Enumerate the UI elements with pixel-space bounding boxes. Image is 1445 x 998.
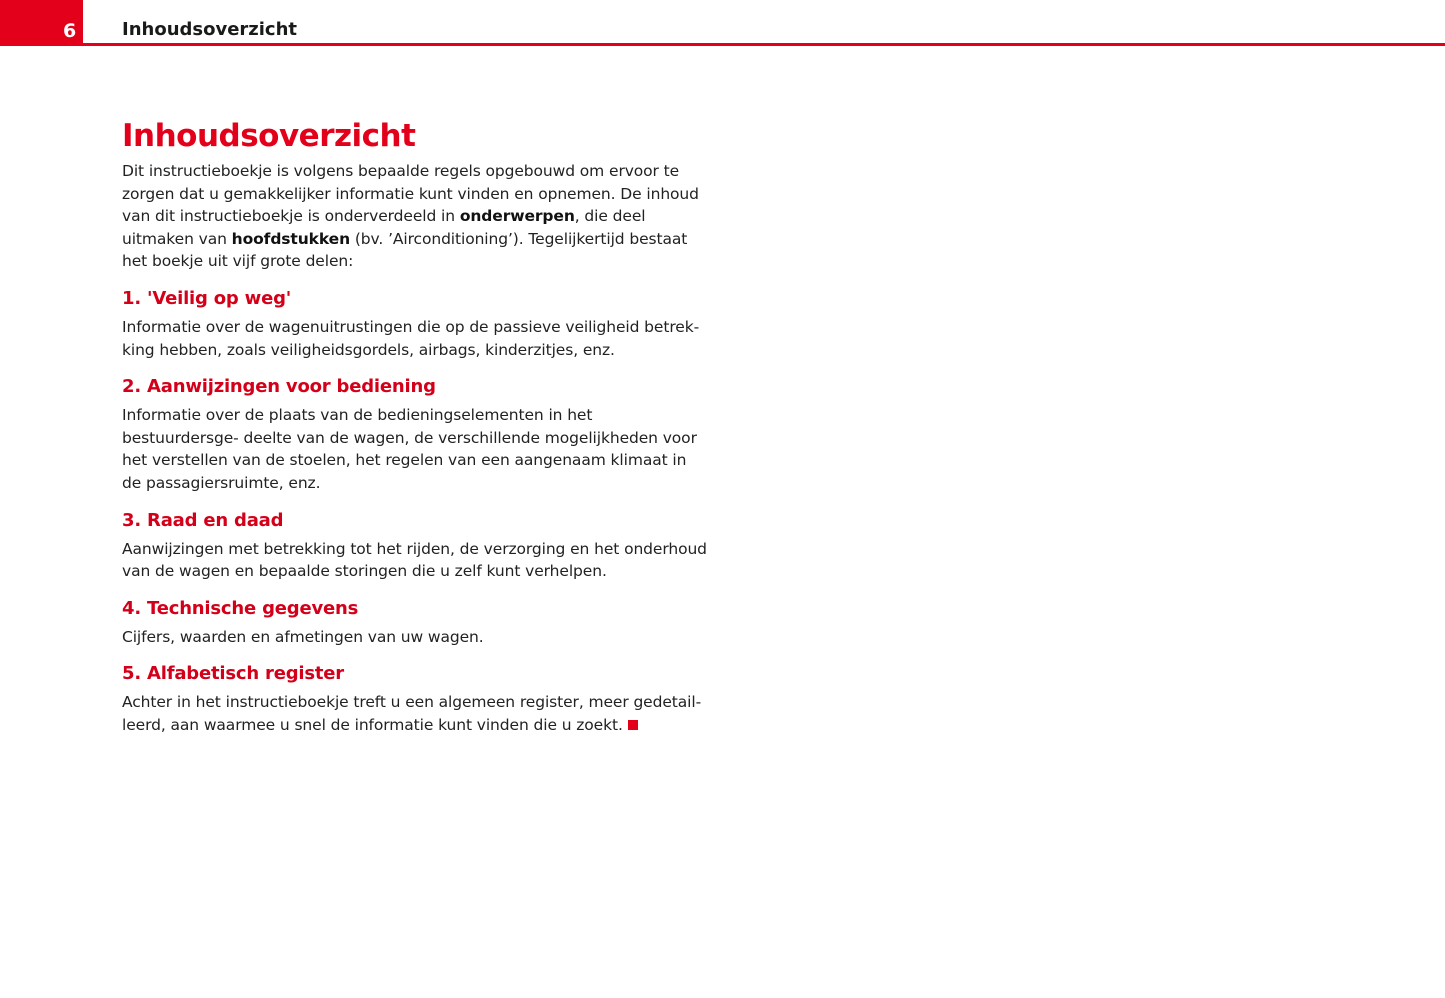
running-header-title: Inhoudsoverzicht [122, 19, 298, 40]
section-text-operation: Informatie over de plaats van de bedieningselementen in het bestuurdersge- deelte van de wagen, de verschillende mogelijkheden voor het verstellen van de stoelen, het regelen van een aangenaam klimaat in de passagiersruimte, enz. [122, 406, 697, 492]
intro-bold-chapters: hoofdstukken [231, 229, 351, 248]
section-text-index: Achter in het instructieboekje treft u een algemeen register, meer gedetail- leerd, aan waarmee u snel de informatie kunt vinden die u zoekt. [122, 693, 702, 734]
page-number: 6 [63, 20, 77, 42]
section-text-index-paragraph [122, 691, 707, 736]
page-title: Inhoudsoverzicht [122, 118, 416, 154]
section-heading-advice: 3. Raad en daad [122, 509, 284, 531]
section-heading-index: 5. Alfabetisch register [122, 663, 344, 685]
section-heading-safety: 1. 'Veilig op weg' [122, 287, 292, 309]
intro-paragraph [122, 160, 707, 273]
intro-text-3: (bv. ’Airconditioning’). Tegelijkertijd bestaat het boekje uit vijf grote delen: [122, 229, 688, 271]
page-number-badge [0, 0, 83, 46]
intro-bold-topics: onderwerpen [459, 207, 575, 226]
intro-text-1: Dit instructieboekje is volgens bepaalde regels opgebouwd om ervoor te zorgen dat u gemakkelijker informatie kunt vinden en opnemen. De inhoud van dit instructieboekje is onderverdeeld in [122, 162, 699, 226]
section-heading-operation: 2. Aanwijzingen voor bediening [122, 376, 436, 398]
content-column [122, 118, 707, 737]
section-text-advice: Aanwijzingen met betrekking tot het rijden, de verzorging en het onderhoud van de wagen en bepaalde storingen die u zelf kunt verhelpen. [122, 539, 707, 581]
section-text-safety: Informatie over de wagenuitrustingen die op de passieve veiligheid betrek- king hebben, zoals veiligheidsgordels, airbags, kinderzitjes, enz. [122, 317, 700, 359]
section-heading-technical: 4. Technische gegevens [122, 597, 359, 619]
intro-text-2: , die deel uitmaken van [122, 207, 646, 248]
section-text-technical: Cijfers, waarden en afmetingen van uw wagen. [122, 627, 484, 646]
end-of-section-icon [628, 720, 638, 730]
header-divider [83, 43, 1445, 46]
